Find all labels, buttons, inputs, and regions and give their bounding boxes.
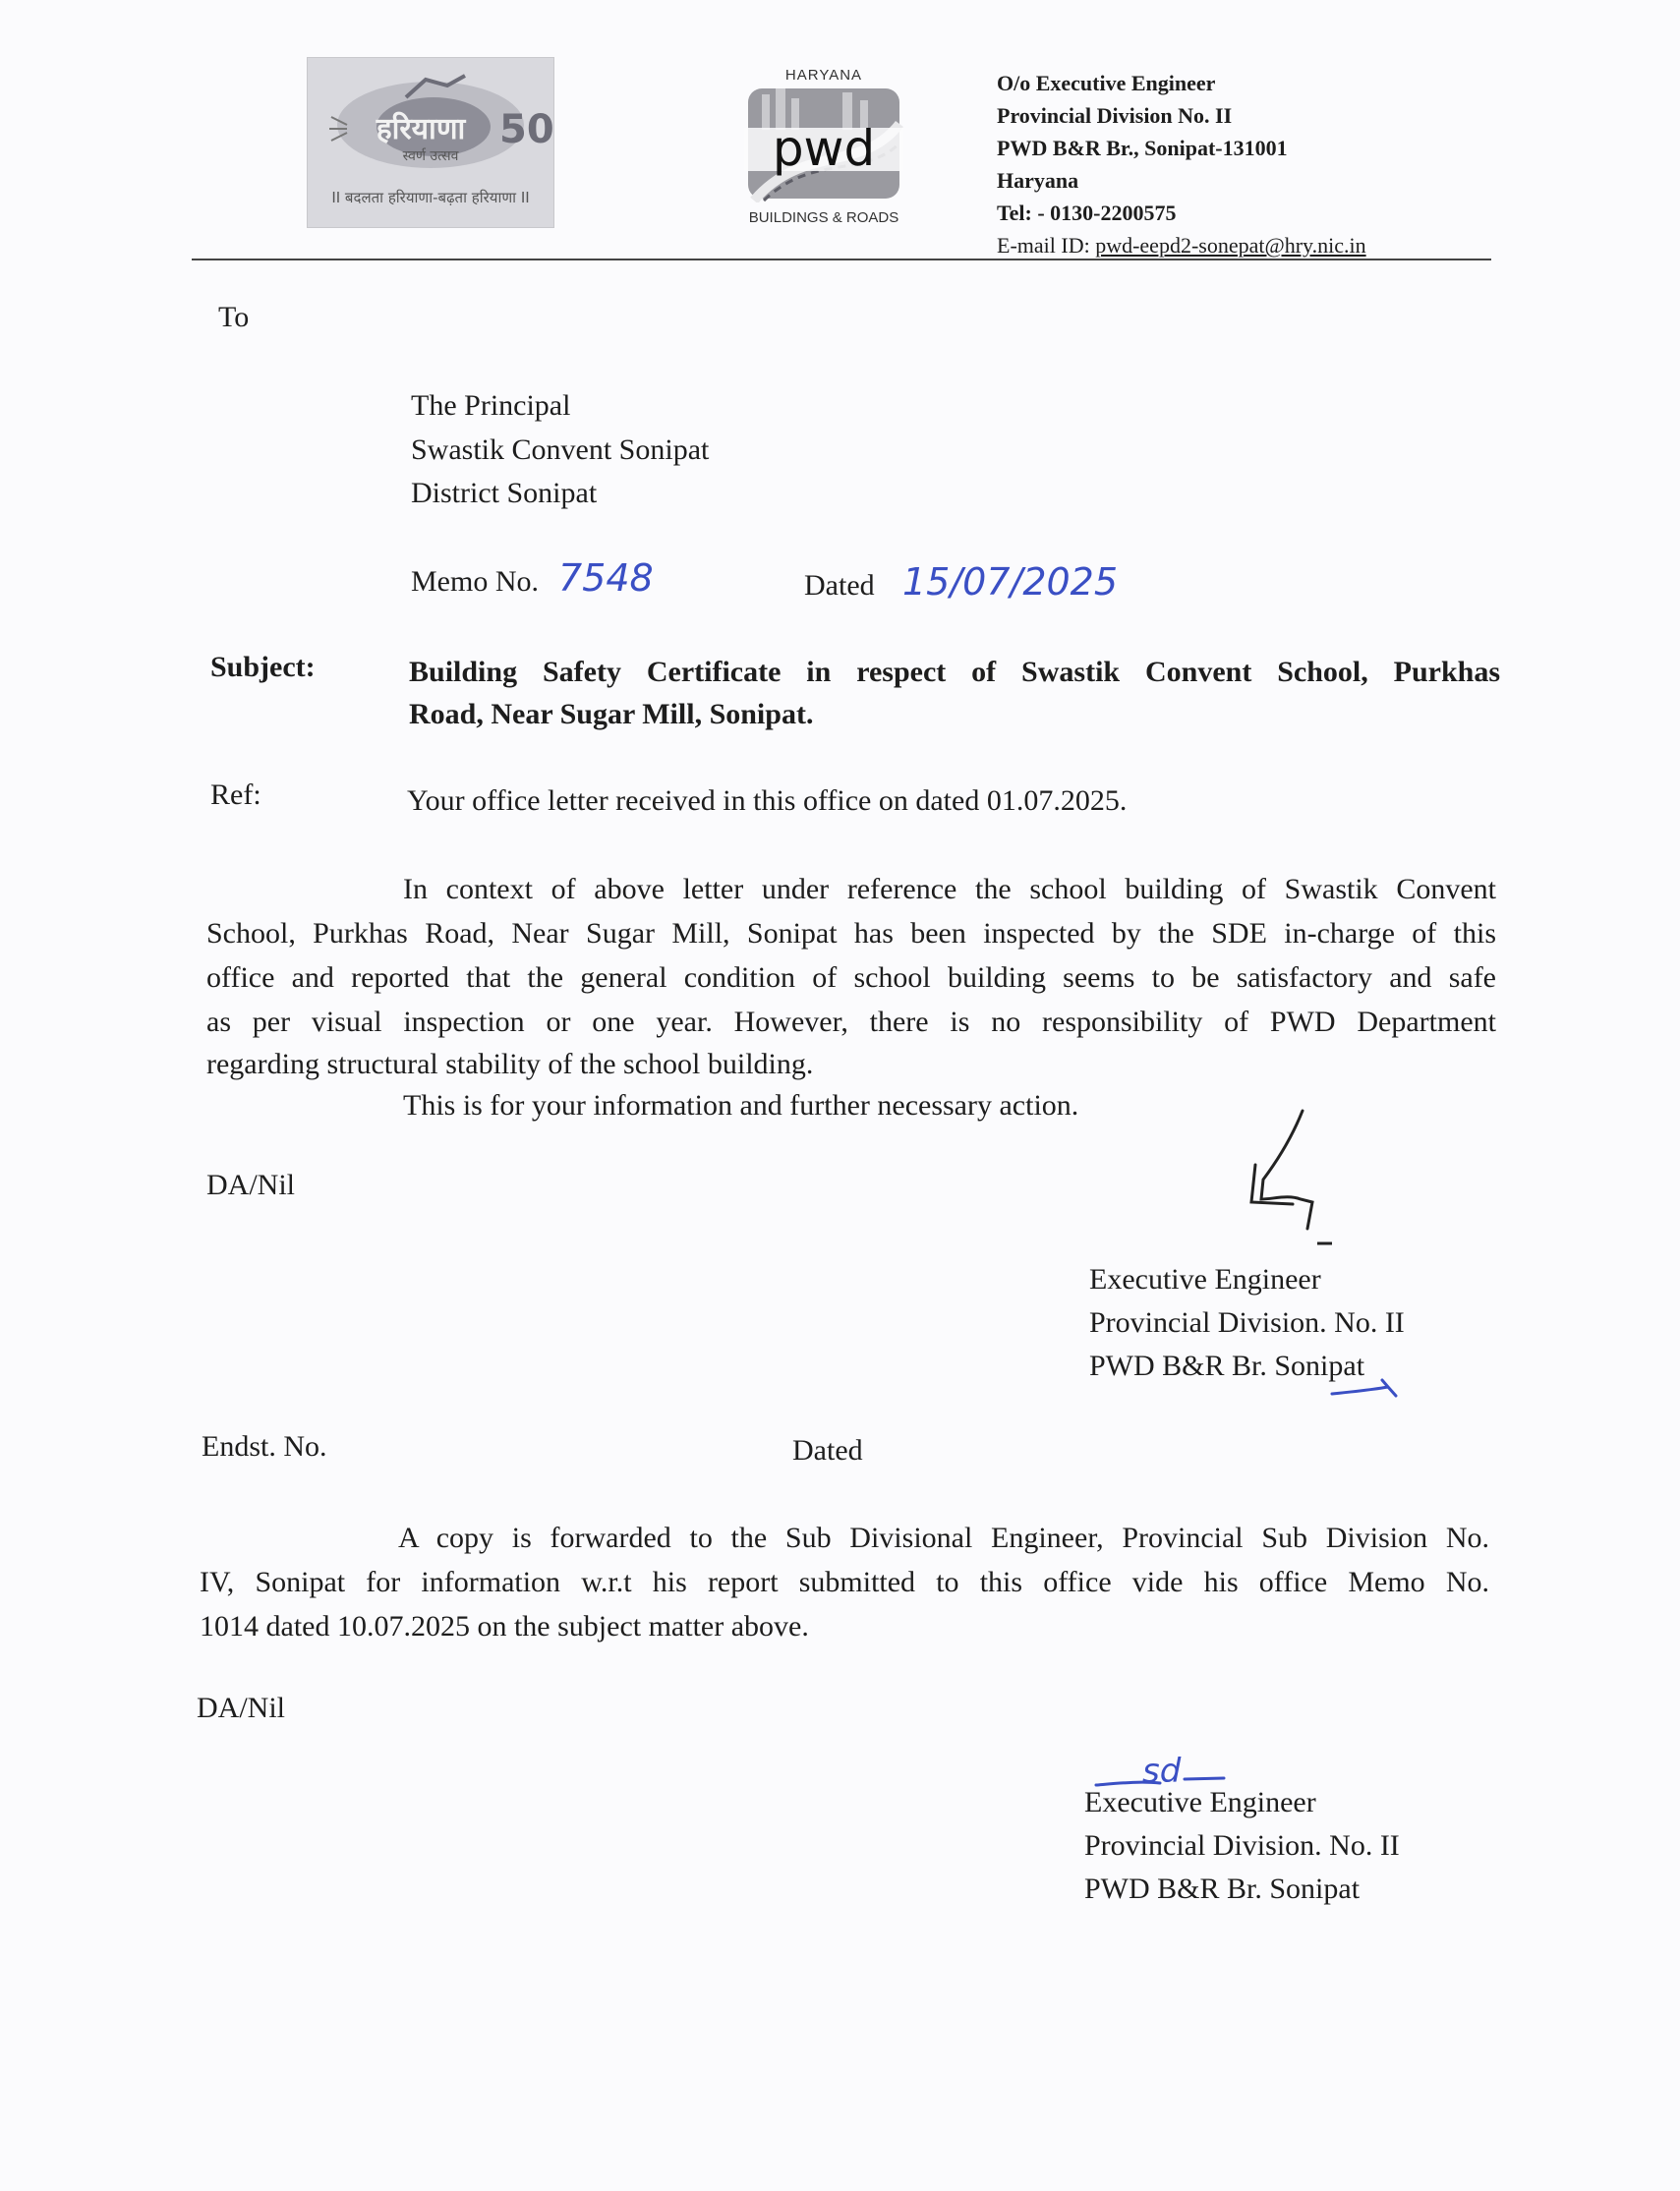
letterhead-line: Provincial Division No. II — [997, 103, 1233, 128]
letterhead-line: O/o Executive Engineer — [997, 71, 1216, 95]
endorsement-signature-division: Provincial Division. No. II — [1084, 1829, 1400, 1862]
pwd-logo — [744, 67, 903, 226]
pwd-logo-top-text: HARYANA — [784, 67, 863, 84]
enclosure-label: DA/Nil — [206, 1169, 295, 1201]
endorsement-body-line: 1014 dated 10.07.2025 on the subject matter above. — [200, 1610, 809, 1643]
subject-label: Subject: — [210, 651, 316, 683]
endorsement-signature-title: Executive Engineer — [1084, 1786, 1316, 1818]
memo-label: Memo No. — [411, 565, 539, 598]
endorsement-number-label: Endst. No. — [202, 1430, 327, 1463]
body-line: office and reported that the general condition of school building seems to be satisfactory and safe — [206, 961, 1496, 994]
svg-text:स्वर्ण उत्सव: स्वर्ण उत्सव — [402, 148, 459, 164]
svg-text:हरियाणा: हरियाणा — [376, 112, 466, 146]
endorsement-body-line: IV, Sonipat for information w.r.t his report submitted to this office vide his office Memo No. — [200, 1566, 1489, 1598]
email-label: E-mail ID: — [997, 233, 1090, 258]
ink-flourish — [1327, 1372, 1406, 1402]
haryana-swarna-utsav-logo — [307, 57, 554, 228]
sd-mark: sd — [1142, 1752, 1182, 1791]
letterhead-line: Tel: - 0130-2200575 — [997, 201, 1177, 225]
dated-label: Dated — [804, 569, 875, 602]
signature-division: Provincial Division. No. II — [1089, 1306, 1405, 1339]
signature-office: PWD B&R Br. Sonipat — [1089, 1350, 1365, 1382]
subject-line: Building Safety Certificate in respect of Swastik Convent School, Purkhas — [409, 656, 1500, 688]
to-label: To — [218, 301, 250, 333]
pwd-logo-bottom-text: BUILDINGS & ROADS — [748, 209, 899, 226]
body-line: School, Purkhas Road, Near Sugar Mill, Sonipat has been inspected by the SDE in-charge of this — [206, 917, 1496, 950]
letterhead-address — [997, 67, 1366, 261]
recipient-line: Swastik Convent Sonipat — [411, 433, 710, 466]
body-line: In context of above letter under reference the school building of Swastik Convent — [403, 873, 1496, 905]
pwd-road-icon — [744, 85, 903, 202]
memo-number-handwritten: 7548 — [558, 556, 654, 600]
letterhead-email-row — [997, 229, 1366, 261]
endorsement-body-line: A copy is forwarded to the Sub Divisional Engineer, Provincial Sub Division No. — [398, 1522, 1489, 1554]
closing-line: This is for your information and further necessary action. — [403, 1089, 1079, 1122]
ref-label: Ref: — [210, 778, 261, 811]
endorsement-enclosure: DA/Nil — [197, 1692, 285, 1724]
date-handwritten: 15/07/2025 — [902, 560, 1119, 604]
body-line: as per visual inspection or one year. However, there is no responsibility of PWD Department — [206, 1006, 1496, 1038]
pwd-mark: pwd — [772, 120, 876, 177]
ref-text: Your office letter received in this office on dated 01.07.2025. — [407, 784, 1128, 817]
svg-text:50: 50 — [499, 107, 553, 152]
signature-mark — [1234, 1106, 1361, 1253]
recipient-line: The Principal — [411, 389, 571, 422]
header-divider — [192, 259, 1491, 260]
logo-tagline: II बदलता हरियाणा-बढ़ता हरियाणा II — [331, 189, 530, 206]
letterhead-line: Haryana — [997, 168, 1079, 193]
subject-line: Road, Near Sugar Mill, Sonipat. — [409, 698, 814, 730]
body-line: regarding structural stability of the school building. — [206, 1048, 814, 1080]
email-address[interactable]: pwd-eepd2-sonepat@hry.nic.in — [1095, 233, 1366, 258]
haryana-emblem-icon — [308, 58, 553, 186]
endorsement-dated-label: Dated — [792, 1434, 863, 1467]
endorsement-signature-office: PWD B&R Br. Sonipat — [1084, 1873, 1361, 1905]
recipient-line: District Sonipat — [411, 477, 598, 509]
signature-title: Executive Engineer — [1089, 1263, 1321, 1296]
letterhead-line: PWD B&R Br., Sonipat-131001 — [997, 136, 1288, 160]
